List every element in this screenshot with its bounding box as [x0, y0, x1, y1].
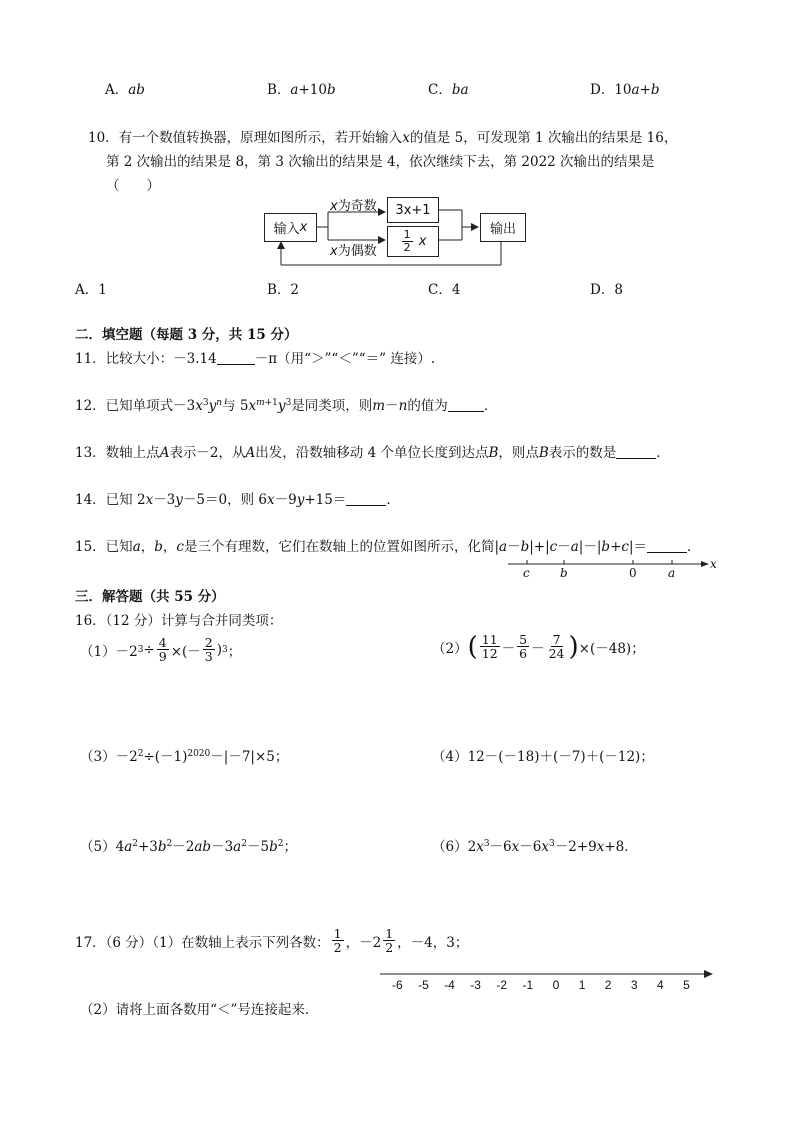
q15: 15．已知a，b，c是三个有理数，它们在数轴上的位置如图所示，化简|a－b|+|c－a|－|b+c|＝ ． — [75, 539, 701, 555]
q17-tick-label: -4 — [444, 978, 455, 992]
q16-part1: （1） －2 3 ÷ $\frac{4}{9}$ ×(－ $\frac{2}{3}$ ) 3 ； — [80, 635, 242, 665]
flow-even-label: x为偶数 — [330, 244, 377, 259]
section2-title: 二．填空题（每题 3 分，共 15 分） — [75, 327, 298, 343]
q9-option-d: D．10a+b — [590, 82, 660, 98]
q12: 12．已知单项式$-3x^3y^n$与 $5x^{m+1}y^3$是同类项，则m－n的值为 ． — [75, 398, 498, 414]
q16-part2: （2） ( $\frac{11}{12}$ － $\frac{5}{6}$ － $\frac{7}{24}$ ) ×(－48)； — [432, 631, 645, 662]
q9-option-a: A．ab — [105, 82, 145, 98]
q14: 14．已知 2x－3y－5＝0，则 6x－9y+15＝ ． — [75, 492, 400, 508]
q10-option-d: D．8 — [590, 282, 623, 298]
flow-even-box: $\frac{1}{2}$ x — [387, 226, 439, 257]
q17-tick-label: -2 — [496, 978, 508, 992]
q15-label-b: b — [560, 566, 568, 580]
q10-line2: 第 2 次输出的结果是 8，第 3 次输出的结果是 4，依次继续下去，第 2022 次输出的结果是 — [106, 154, 655, 170]
q9-option-c: C．ba — [428, 82, 469, 98]
flow-input-box: 输入 x — [264, 213, 317, 242]
q17-tick-label: 2 — [604, 978, 612, 992]
flow-output-box: 输出 — [480, 213, 526, 242]
section3-title: 三．解答题（共 55 分） — [75, 589, 225, 605]
q17-tick-label: -3 — [470, 978, 481, 992]
q16-part4: （4）12－(－18)＋(－7)＋(－12)； — [432, 749, 654, 765]
q15-label-zero: 0 — [629, 566, 637, 580]
q17-tick-label: 5 — [683, 978, 690, 992]
q17-part1: 17．（6 分）（1）在数轴上表示下列各数： $\frac{1}{2}$ ，－2 $\frac{1}{2}$ ，－4，3； — [75, 926, 469, 956]
q17-tick-label: -1 — [522, 978, 534, 992]
q17-tick-label: -5 — [418, 978, 429, 992]
q14-blank — [346, 492, 386, 507]
q15-label-c: c — [523, 566, 530, 580]
q10-line1: 10．有一个数值转换器，原理如图所示，若开始输入x的值是 5，可发现第 1 次输出的结果是 16， — [88, 130, 678, 146]
q10-line3: （ ） — [106, 178, 160, 194]
q17-tick-label: 0 — [552, 978, 560, 992]
flow-odd-label: x为奇数 — [330, 199, 377, 214]
q17-tick-label: 4 — [657, 978, 664, 992]
q16-part3: $(3)-2^2\div(-1)^{2020}-|-7|\times 5$； — [80, 749, 289, 765]
q15-blank — [647, 539, 687, 554]
q17-tick-label: -6 — [392, 978, 403, 992]
q17-tick-label: 1 — [578, 978, 586, 992]
q9-option-b: B．a+10b — [267, 82, 336, 98]
q11-blank — [217, 351, 255, 366]
q16-title: 16．（12 分）计算与合并同类项： — [75, 613, 283, 629]
q10-option-a: A．1 — [75, 282, 107, 298]
flow-odd-box: 3x+1 — [387, 197, 439, 223]
q13: 13．数轴上点A表示－2，从A出发，沿数轴移动 4 个单位长度到达点B，则点B表示的数是 ． — [75, 445, 670, 461]
q10-option-c: C．4 — [428, 282, 461, 298]
q17-part2: （2）请将上面各数用“＜”号连接起来． — [80, 1002, 319, 1018]
q15-label-a: a — [668, 566, 676, 580]
q16-part5: $(5)4a^2+3b^2-2ab-3a^2-5b^2$； — [80, 839, 297, 855]
q11: 11．比较大小：－3.14 －π（用“＞”“＜”“＝” 连接）. — [75, 351, 436, 367]
q16-part6: $(6)2x^3-6x-6x^3-2+9x+8$． — [432, 839, 638, 855]
q12-blank — [448, 398, 484, 413]
q17-tick-label: 3 — [630, 978, 638, 992]
q15-label-x: x — [710, 557, 717, 571]
q15-axis — [500, 555, 740, 585]
q13-blank — [616, 445, 656, 460]
q10-option-b: B．2 — [267, 282, 300, 298]
